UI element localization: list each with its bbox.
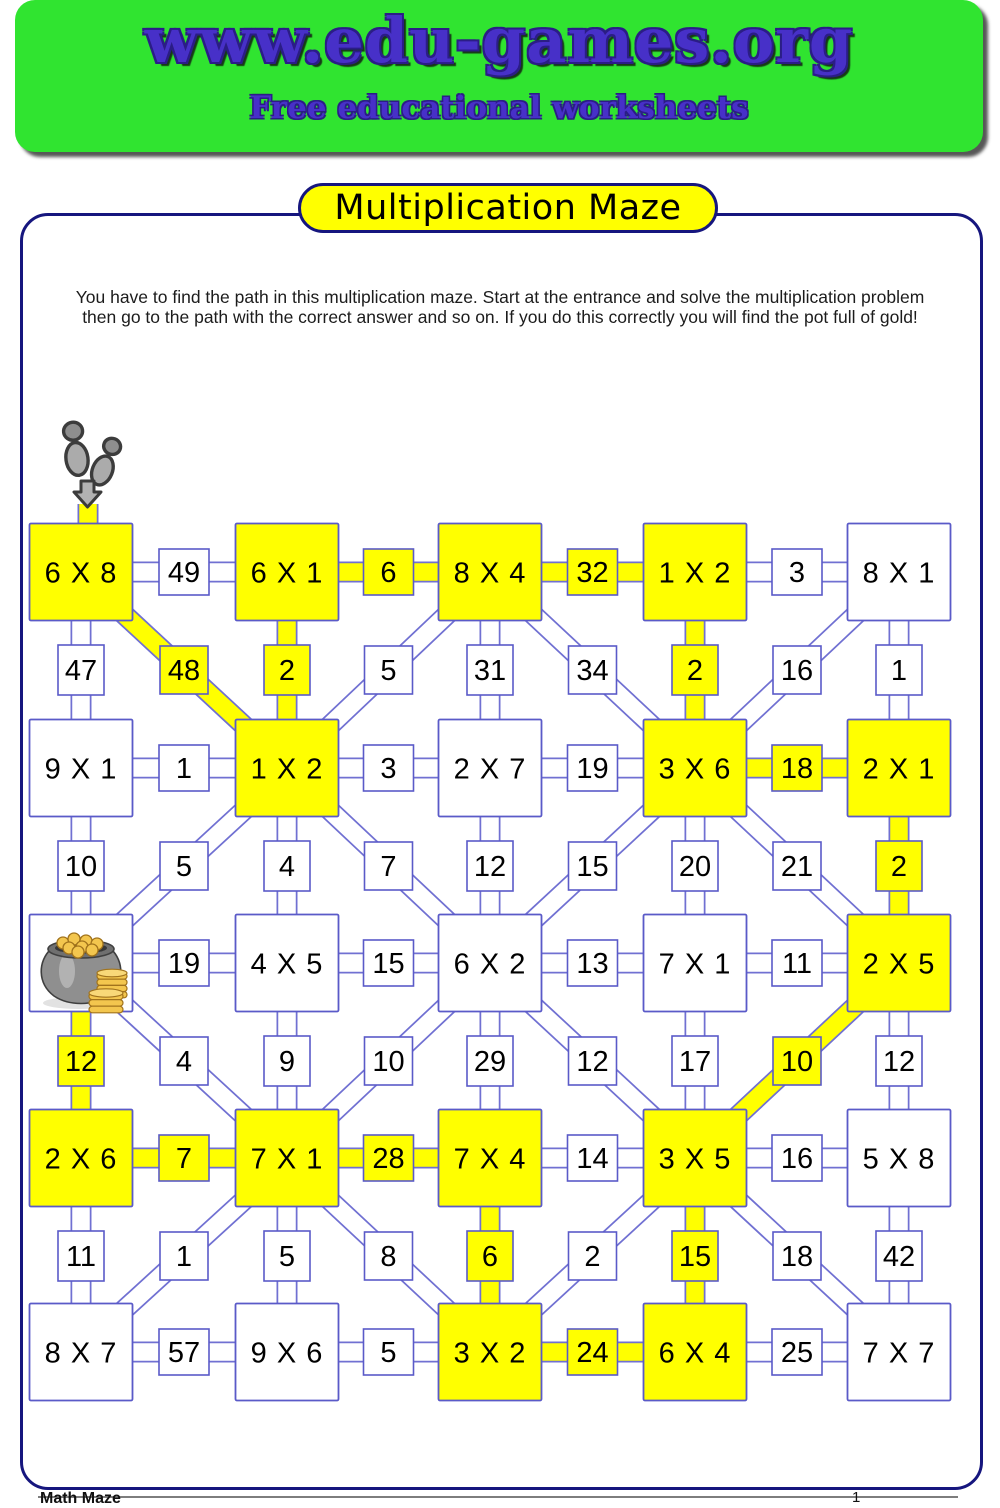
footer-page-number: 1	[852, 1489, 861, 1506]
answer-label: 3	[788, 557, 806, 589]
answer-label: 15	[372, 948, 405, 980]
answer-label: 57	[167, 1337, 201, 1369]
answer-label: 5	[380, 1337, 397, 1369]
footer-title: Math Maze	[40, 1490, 121, 1507]
answer-label: 18	[780, 753, 814, 785]
answer-label: 8	[380, 1241, 397, 1273]
problem-label: 6 X 8	[44, 557, 118, 590]
answer-label: 21	[780, 851, 814, 883]
answer-label: 6	[380, 557, 397, 589]
answer-label: 11	[781, 948, 813, 980]
answer-label: 48	[167, 655, 201, 687]
answer-label: 12	[473, 851, 507, 883]
problem-label: 2 X 1	[862, 753, 936, 786]
site-title: www.edu-games.org	[144, 4, 854, 77]
answer-label: 12	[64, 1046, 98, 1078]
footprints-icon	[61, 421, 124, 488]
problem-label: 2 X 7	[453, 753, 527, 786]
problem-label: 2 X 5	[862, 948, 936, 981]
problem-label: 6 X 2	[453, 948, 527, 981]
answer-label: 1	[175, 753, 193, 785]
site-subtitle: Free educational worksheets	[249, 90, 749, 126]
answer-label: 15	[678, 1241, 712, 1273]
answer-label: 12	[882, 1046, 916, 1078]
answer-label: 3	[380, 753, 397, 785]
answer-label: 7	[380, 851, 397, 883]
answer-label: 5	[175, 851, 193, 883]
answer-label: 19	[576, 753, 609, 785]
answer-label: 17	[678, 1046, 712, 1078]
answer-label: 29	[473, 1046, 507, 1078]
answer-label: 32	[576, 557, 609, 589]
answer-label: 12	[576, 1046, 609, 1078]
answer-label: 6	[481, 1241, 499, 1273]
answer-label: 7	[175, 1143, 193, 1175]
answer-label: 16	[780, 655, 814, 687]
problem-label: 9 X 6	[250, 1337, 324, 1370]
answer-label: 2	[278, 655, 296, 687]
problem-label: 6 X 1	[250, 557, 324, 590]
answer-label: 2	[890, 851, 908, 883]
answer-label: 5	[380, 655, 397, 687]
problem-label: 8 X 7	[44, 1337, 118, 1370]
answer-label: 24	[576, 1337, 609, 1369]
problem-label: 3 X 6	[658, 753, 732, 786]
problem-label: 7 X 4	[453, 1143, 527, 1176]
worksheet-title: Multiplication Maze	[334, 188, 682, 228]
answer-label: 4	[278, 851, 296, 883]
answer-label: 16	[780, 1143, 814, 1175]
answer-label: 11	[65, 1241, 97, 1273]
answer-label: 19	[167, 948, 201, 980]
answer-label: 42	[882, 1241, 916, 1273]
answer-label: 31	[473, 655, 507, 687]
problem-label: 5 X 8	[862, 1143, 936, 1176]
answer-label: 18	[780, 1241, 814, 1273]
answer-label: 47	[64, 655, 98, 687]
problem-label: 4 X 5	[250, 948, 324, 981]
problem-label: 7 X 7	[862, 1337, 936, 1370]
answer-label: 1	[890, 655, 908, 687]
answer-label: 34	[576, 655, 609, 687]
worksheet-title-pill	[298, 183, 718, 233]
instructions-line-2: then go to the path with the correct answer and so on. If you do this correctly you will find the pot full of gold!	[82, 306, 918, 327]
problem-label: 2 X 6	[44, 1143, 118, 1176]
answer-label: 25	[780, 1337, 814, 1369]
instructions-line-1: You have to find the path in this multiplication maze. Start at the entrance and solve the multiplication problem	[75, 287, 925, 307]
problem-label: 7 X 1	[658, 948, 732, 981]
answer-label: 10	[64, 851, 98, 883]
problem-label: 8 X 1	[862, 557, 936, 590]
answer-label: 5	[278, 1241, 296, 1273]
answer-label: 2	[686, 655, 704, 687]
problem-label: 1 X 2	[250, 753, 324, 786]
problem-label: 1 X 2	[658, 557, 732, 590]
problem-label: 3 X 2	[453, 1337, 527, 1370]
problem-label: 8 X 4	[453, 557, 527, 590]
answer-label: 1	[175, 1241, 193, 1273]
answer-label: 10	[780, 1046, 814, 1078]
answer-label: 28	[372, 1143, 405, 1175]
answer-label: 13	[576, 948, 609, 980]
problem-label: 3 X 5	[658, 1143, 732, 1176]
problem-label: 9 X 1	[44, 753, 118, 786]
answer-label: 10	[372, 1046, 405, 1078]
answer-label: 20	[678, 851, 712, 883]
footer-rule	[38, 1496, 958, 1498]
problem-label: 6 X 4	[658, 1337, 732, 1370]
answer-label: 9	[278, 1046, 296, 1078]
answer-label: 14	[576, 1143, 609, 1175]
answer-label: 49	[167, 557, 201, 589]
problem-label: 7 X 1	[250, 1143, 324, 1176]
answer-label: 4	[175, 1046, 193, 1078]
answer-label: 2	[584, 1241, 601, 1273]
answer-label: 15	[576, 851, 609, 883]
